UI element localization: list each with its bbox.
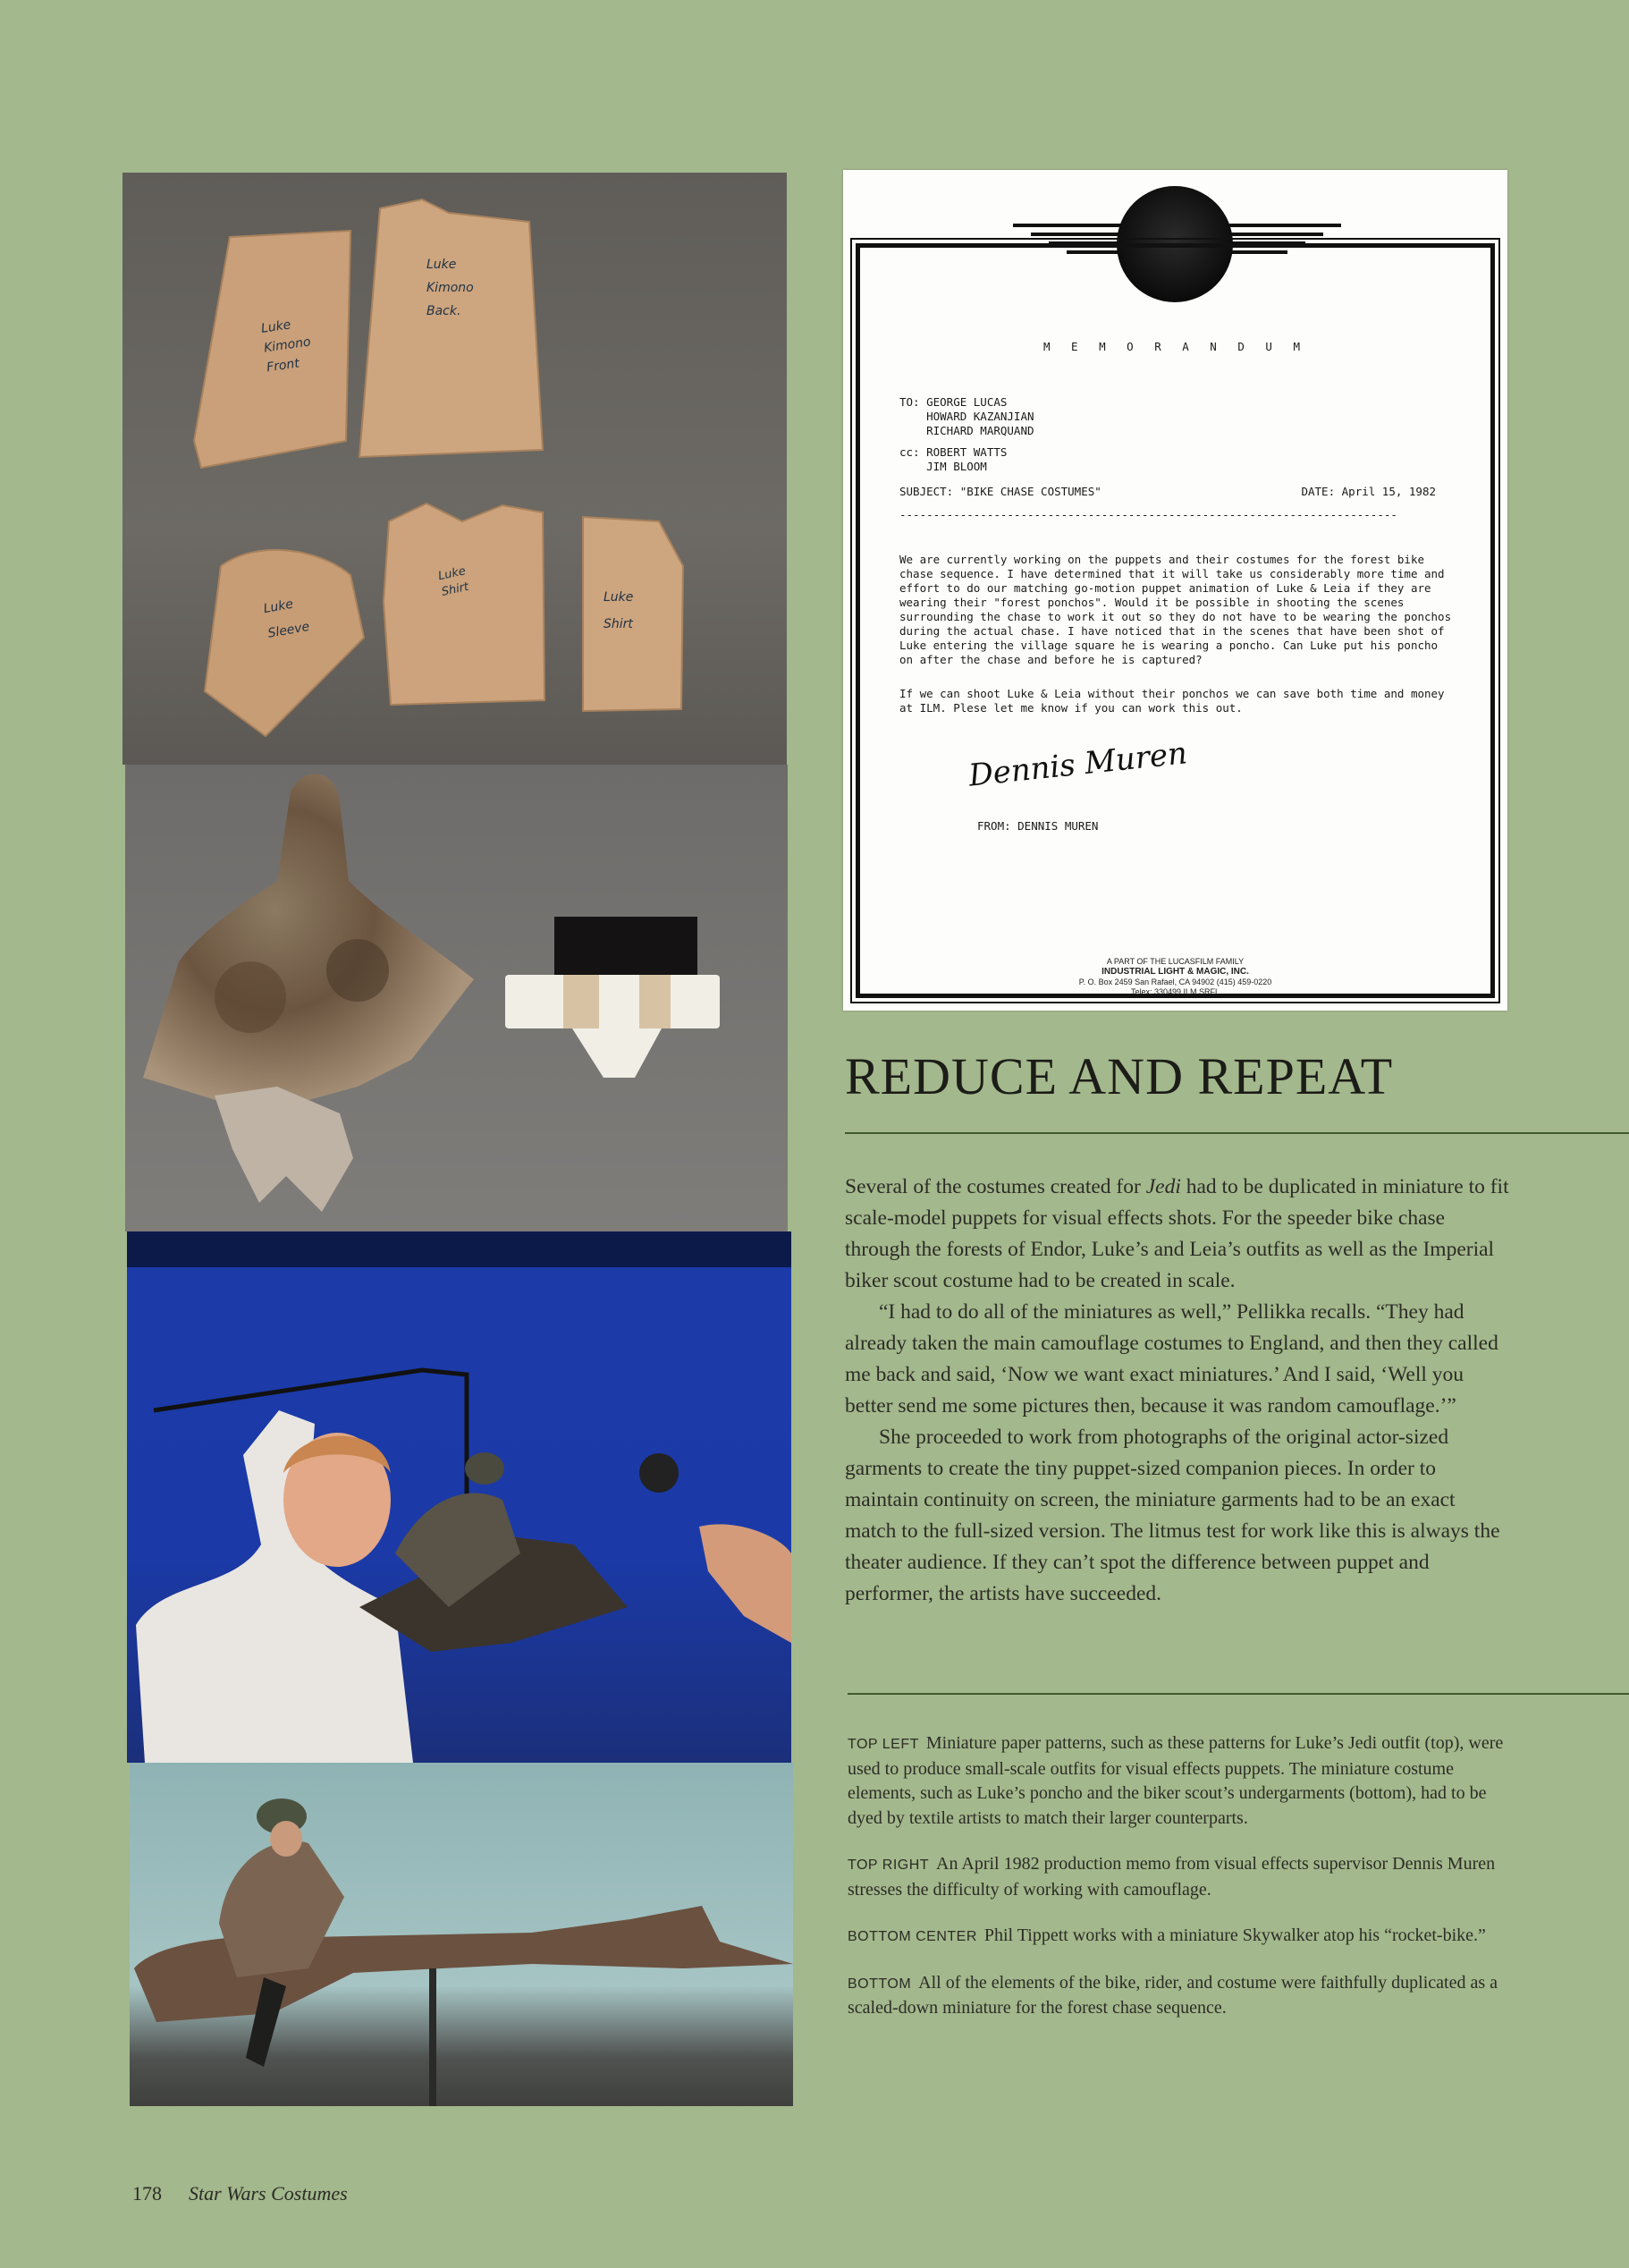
title-rule bbox=[845, 1132, 1629, 1134]
memo-separator: -------------------------------------------------------------------------- bbox=[899, 508, 1397, 521]
memo-from: FROM: DENNIS MUREN bbox=[977, 819, 1099, 833]
poncho-illustration bbox=[125, 765, 788, 1231]
page-folio bbox=[132, 2182, 348, 2205]
memo-date: DATE: April 15, 1982 bbox=[1301, 485, 1436, 498]
memo-to: TO: GEORGE LUCAS HOWARD KAZANJIAN RICHARD MARQUAND bbox=[899, 395, 1034, 437]
photo-phil-tippett bbox=[127, 1231, 791, 1763]
pattern-kimono-back bbox=[359, 199, 543, 457]
caption-bottom: BOTTOM All of the elements of the bike, rider, and costume were faithfully duplicated as a scaled-down miniature for the forest chase sequence. bbox=[848, 1972, 1498, 2018]
pattern-label-shirt-b: Luke Shirt bbox=[603, 590, 634, 631]
caption-top-left: TOP LEFT Miniature paper patterns, such as these patterns for Luke’s Jedi outfit (top), were used to produce small-scale outfits for visual effects puppets. The miniature costume elements, such as Luke’s poncho and the biker scout’s undergarments (bottom), had to be dyed by textile artists to match their larger counterparts. bbox=[848, 1733, 1504, 1828]
memo-footer-company: INDUSTRIAL LIGHT & MAGIC, INC. bbox=[1101, 967, 1249, 977]
memo-paragraph-2: If we can shoot Luke & Leia without their ponchos we can save both time and money at ILM. Plese let me know if you can work this out. bbox=[899, 687, 1445, 715]
article-paragraph-2: “I had to do all of the miniatures as well,” Pellikka recalls. “They had already taken the main camouflage costumes to England, and then they called me back and said, ‘Now we want exact miniatures.’ And I said, ‘Well you better send me some pictures then, because it was random camouflage.’” bbox=[845, 1300, 1498, 1418]
memo-subject: SUBJECT: "BIKE CHASE COSTUMES" bbox=[899, 485, 1101, 498]
poncho-lining bbox=[215, 1087, 353, 1212]
memo-footer-address: P. O. Box 2459 San Rafael, CA 94902 (415) 459-0220 bbox=[1078, 977, 1272, 986]
pattern-shirt-a bbox=[384, 504, 544, 705]
pattern-label-shirt-a: Luke Shirt bbox=[436, 564, 470, 599]
memo-paragraph-1: We are currently working on the puppets and their costumes for the forest bike chase sequence. I have determined that it will take us considerably more time and effort to do our matching go-motion puppet animation of Luke & Leia if they are wearing their "forest ponchos". Would it be possible in shooting the scenes surrounding the chase to work it out so they do not have to be wearing the ponchos during the actual chase. I have noticed that in the scenes that have been shot of Luke entering the village square he is wearing a poncho. Can Luke put his poncho on after the chase and before he is captured? bbox=[899, 553, 1452, 666]
undergarment-top bbox=[554, 917, 697, 979]
page-number: 178 bbox=[132, 2182, 162, 2205]
captions-rule bbox=[848, 1693, 1629, 1695]
photo-miniature-speeder-bike bbox=[130, 1763, 793, 2106]
pattern-label-kimono-front: Luke Kimono Front bbox=[260, 317, 312, 376]
undergarment-waistband bbox=[505, 975, 720, 1028]
photo-miniature-poncho bbox=[125, 765, 788, 1231]
article-paragraph-1: Several of the costumes created for Jedi had to be duplicated in miniature to fit scale-model puppets for visual effects shots. For the speeder bike chase through the forests of Endor, Luke’s and Leia’s outfits as well as the Imperial biker scout costume had to be created in scale. bbox=[845, 1175, 1509, 1292]
memo-title: M E M O R A N D U M bbox=[1043, 340, 1307, 353]
memo-document bbox=[843, 170, 1507, 1011]
memo-footer-telex: Telex: 330499 ILM SRFL bbox=[1130, 987, 1220, 996]
book-title: Star Wars Costumes bbox=[189, 2182, 348, 2205]
caption-bottom-center: BOTTOM CENTER Phil Tippett works with a miniature Skywalker atop his “rocket-bike.” bbox=[848, 1925, 1486, 1945]
caption-top-right: TOP RIGHT An April 1982 production memo from visual effects supervisor Dennis Muren stresses the difficulty of working with camouflage. bbox=[848, 1854, 1496, 1900]
pattern-label-sleeve: Luke Sleeve bbox=[262, 597, 311, 641]
memo-signature: Dennis Muren bbox=[966, 735, 1189, 794]
memo-footer-line-1: A PART OF THE LUCASFILM FAMILY bbox=[1106, 957, 1245, 966]
poncho-shape bbox=[143, 774, 474, 1113]
speeder-illustration bbox=[130, 1763, 793, 2106]
photo-paper-patterns bbox=[122, 173, 787, 765]
support-stand bbox=[429, 1968, 436, 2106]
pattern-label-kimono-back: Luke Kimono Back. bbox=[426, 258, 474, 318]
undergarment-bottom bbox=[572, 1028, 662, 1078]
hand-right bbox=[699, 1524, 791, 1643]
article-title: REDUCE AND REPEAT bbox=[845, 1047, 1394, 1105]
memo-cc: cc: ROBERT WATTS JIM BLOOM bbox=[899, 445, 1008, 473]
captions bbox=[848, 1731, 1509, 2043]
article-paragraph-3: She proceeded to work from photographs of the original actor-sized garments to create the tiny puppet-sized companion pieces. In order to maintain continuity on screen, the miniature garments had to be an exact match to the full-sized version. The litmus test for work like this is always the theater audience. If they can’t spot the difference between puppet and performer, the artists have succeeded. bbox=[845, 1426, 1500, 1605]
tippett-illustration bbox=[127, 1231, 791, 1763]
article-body bbox=[845, 1172, 1511, 1610]
puppet-wheel bbox=[639, 1453, 679, 1493]
